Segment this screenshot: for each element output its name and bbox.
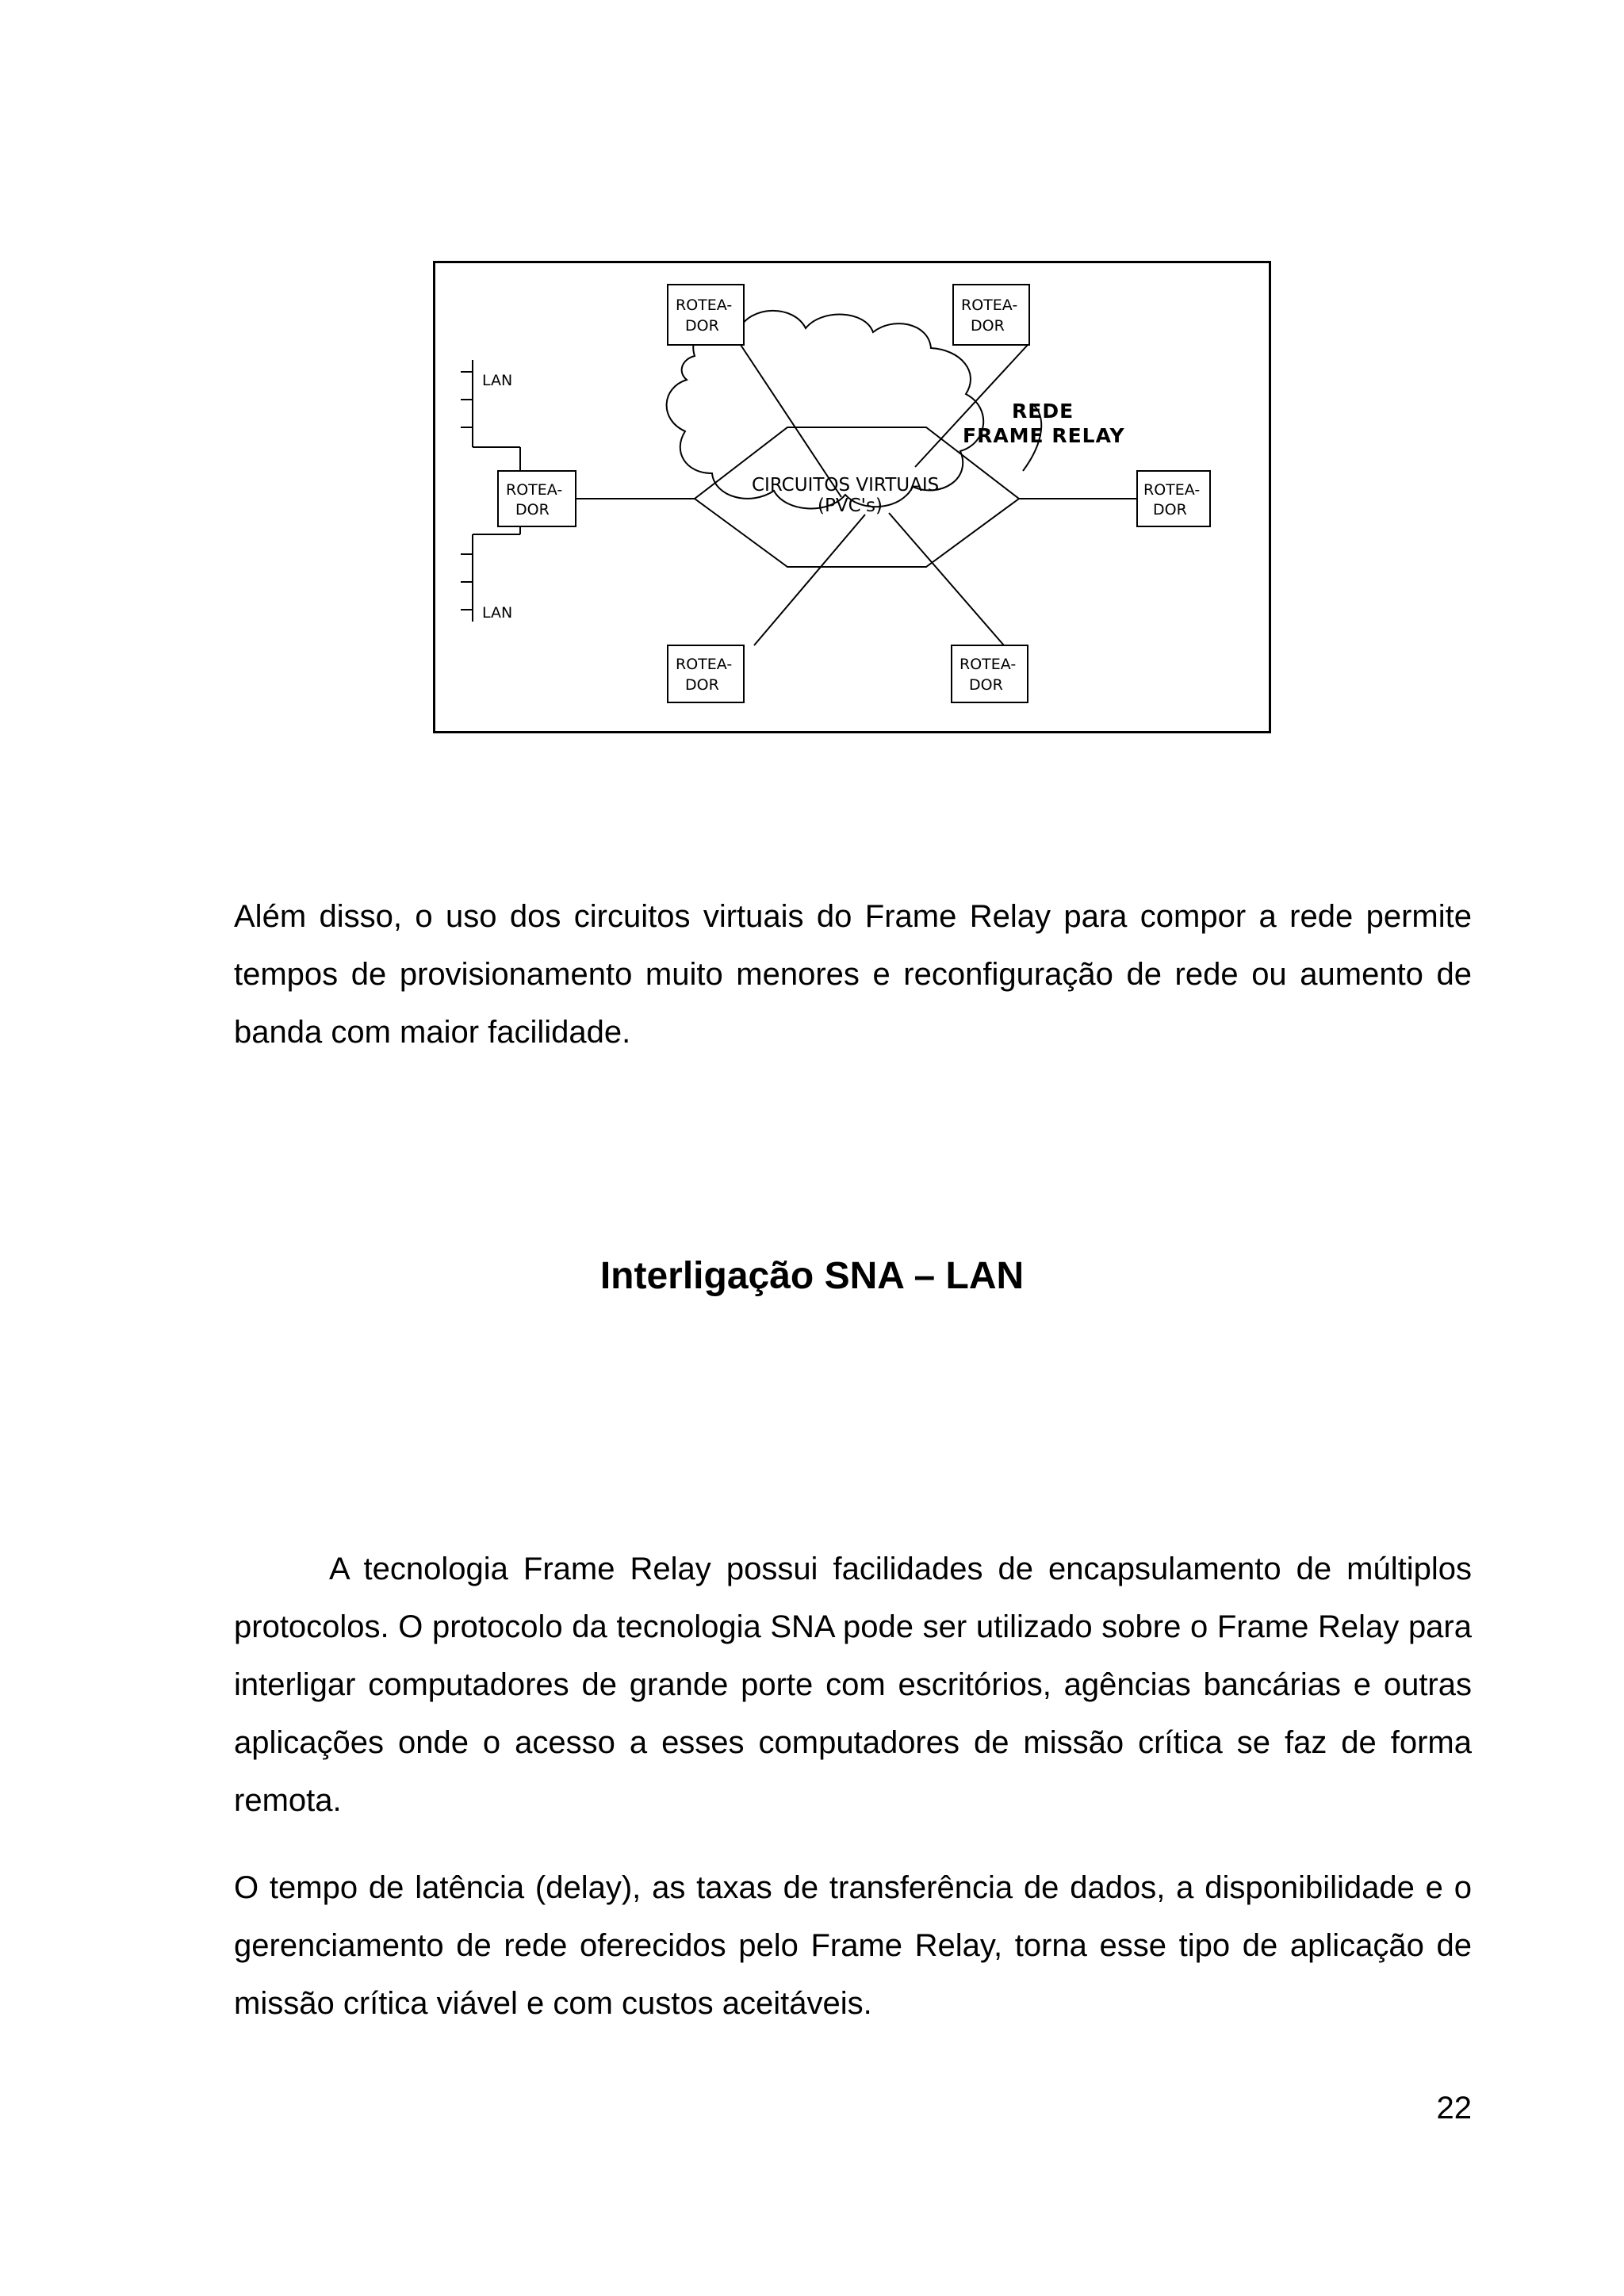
paragraph-sna-encapsulation: A tecnologia Frame Relay possui facilidades de encapsulamento de múltiplos protocolos. O protocolo da tecnologia SNA pode ser utilizado sobre o Frame Relay para interligar computadores de grande porte com escritórios, agências bancárias e outras aplicações onde o acesso a esses computadores de missão crítica se faz de forma remota. [234,1552,1472,1818]
frame-relay-diagram-svg [433,261,1271,733]
svg-text:ROTEA-: ROTEA- [1143,481,1201,499]
router-top-right [953,285,1029,345]
svg-text:ROTEA-: ROTEA- [676,297,733,314]
svg-text:ROTEA-: ROTEA- [506,481,563,499]
router-bottom-left [668,645,744,702]
router-top-left [668,285,744,345]
svg-text:DOR: DOR [969,676,1003,694]
svg-text:ROTEA-: ROTEA- [676,656,733,673]
svg-text:DOR: DOR [685,317,719,335]
router-left [498,471,576,526]
svg-text:DOR: DOR [515,501,550,519]
circuits-label-line1: CIRCUITOS VIRTUAIS [752,475,940,496]
lan-top [461,360,520,473]
link-bottom-left [754,515,865,645]
circuits-label-line2: (PVC's) [818,496,883,516]
page-number: 22 [1436,2091,1472,2126]
link-top-right [915,345,1028,467]
section-heading: Interligação SNA – LAN [599,1255,1025,1297]
lan-bottom [461,524,520,622]
svg-text:DOR: DOR [1153,501,1187,519]
svg-text:ROTEA-: ROTEA- [959,656,1017,673]
network-label-line1: REDE [1012,400,1074,423]
lan-label-top: LAN [482,372,513,389]
paragraph-latency: O tempo de latência (delay), as taxas de transferência de dados, a disponibilidade e o gerenciamento de rede oferecidos pelo Frame Relay, torna esse tipo de aplicação de missão crítica viável e com custos aceitáveis. [234,1870,1472,2021]
svg-text:DOR: DOR [685,676,719,694]
frame-relay-diagram [433,261,1271,733]
svg-text:DOR: DOR [971,317,1005,335]
svg-text:ROTEA-: ROTEA- [961,297,1018,314]
network-label-line2: FRAME RELAY [963,424,1125,447]
link-bottom-right [889,513,1004,645]
lan-label-bottom: LAN [482,604,513,622]
router-bottom-right [952,645,1028,702]
router-right [1137,471,1210,526]
paragraph-frame-relay-benefits: Além disso, o uso dos circuitos virtuais do Frame Relay para compor a rede permite tempos de provisionamento muito menores e reconfiguração de rede ou aumento de banda com maior facilidade. [234,899,1472,1050]
